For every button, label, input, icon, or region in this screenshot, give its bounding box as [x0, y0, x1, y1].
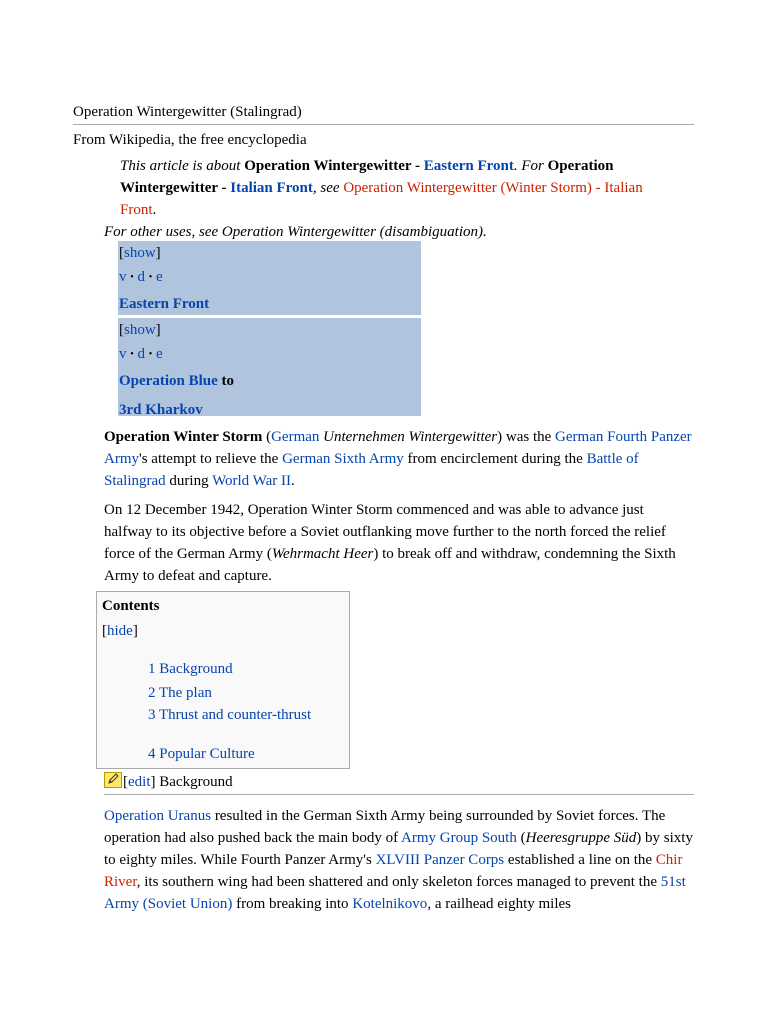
second-paragraph — [104, 499, 694, 587]
hatnote-text: , see — [312, 180, 344, 196]
toc-hide-toggle: [hide] — [102, 623, 138, 639]
text: ) to break off and withdraw, condemning the Sixth Army to defeat and capture. — [104, 546, 676, 584]
text: resulted in the German Sixth Army being surrounded by Soviet forces. The operation had also pushed back the main body of — [104, 808, 666, 846]
link-kotelnikovo[interactable]: Kotelnikovo — [352, 896, 428, 912]
toc-item-thrust[interactable]: 3 Thrust and counter-thrust — [148, 707, 312, 723]
bullet-separator: • — [148, 272, 153, 283]
toc-item-background[interactable]: 1 Background — [148, 661, 233, 677]
navbox-eastern-front — [118, 241, 421, 315]
italic-text: Unternehmen Wintergewitter — [323, 429, 498, 445]
intro-bold: Operation Winter Storm — [104, 429, 263, 445]
hatnote-bold: Operation Wintergewitter — [244, 158, 412, 174]
italic-text: Wehrmacht Heer — [271, 546, 374, 562]
navbox-view-link[interactable]: v — [119, 269, 127, 285]
bullet-separator: • — [130, 349, 134, 360]
navbox-title-row — [119, 292, 421, 316]
disambiguation-note — [104, 222, 487, 242]
navbox-title-text: to — [217, 373, 235, 389]
navbox-show-row: [show] — [119, 245, 161, 261]
navbox-title-row-2 — [119, 398, 421, 422]
navbox-show-link[interactable]: show — [124, 245, 156, 261]
link-operation-uranus[interactable]: Operation Uranus — [104, 808, 212, 824]
link-battle-of-stalingrad[interactable]: Battle of Stalingrad — [104, 451, 639, 489]
disambiguation-text: For other uses, see Operation Wintergewitter (disambiguation). — [104, 224, 487, 240]
navbox-title-row — [119, 369, 421, 393]
text: ) was the — [497, 429, 556, 445]
table-of-contents — [96, 591, 350, 769]
edit-pencil-icon[interactable] — [104, 772, 122, 788]
bullet-separator: • — [130, 272, 134, 283]
navbox-view-link[interactable]: v — [119, 346, 127, 362]
navbox-show-row: [show] — [119, 322, 161, 338]
link-world-war-ii[interactable]: World War II — [212, 473, 292, 489]
navbox-discuss-link[interactable]: d — [137, 346, 146, 362]
page-title: Operation Wintergewitter (Stalingrad) — [73, 103, 694, 125]
link-51st-army[interactable]: 51st Army (Soviet Union) — [104, 874, 686, 912]
toc-item-the-plan[interactable]: 2 The plan — [148, 685, 212, 701]
link-operation-blue[interactable]: Operation Blue — [119, 373, 218, 389]
link-army-group-south[interactable]: Army Group South — [401, 830, 517, 846]
text: . — [291, 473, 295, 489]
redlink-chir-river[interactable]: Chir River — [104, 852, 683, 890]
text: established a line on the — [504, 852, 656, 868]
toc-hide-link[interactable]: hide — [107, 623, 133, 639]
link-german[interactable]: German — [271, 429, 320, 445]
section-edit-link[interactable]: edit — [128, 774, 151, 790]
text: ( — [262, 429, 272, 445]
link-italian-front[interactable]: Italian Front — [230, 180, 313, 196]
text: 's attempt to relieve the — [139, 451, 283, 467]
navbox-edit-link[interactable]: e — [156, 346, 163, 362]
link-german-sixth-army[interactable]: German Sixth Army — [282, 451, 404, 467]
hatnote-dash: - — [217, 180, 231, 196]
text: from encirclement during the — [403, 451, 587, 467]
text: On 12 December 1942, Operation Winter Storm commenced and was able to advance just halfway to its objective before a Soviet outflanking move further to the north forced the relief force of the German Army ( — [104, 502, 666, 562]
hatnote-dash: - — [411, 158, 424, 174]
navbox-edit-link[interactable]: e — [156, 269, 163, 285]
link-eastern-front[interactable]: Eastern Front — [423, 158, 514, 174]
hatnote — [120, 155, 680, 221]
redlink-winter-storm-italian-front[interactable]: Operation Wintergewitter (Winter Storm) - Italian Front — [120, 180, 643, 218]
toc-item-popular-culture[interactable]: 4 Popular Culture — [148, 746, 255, 762]
text: from breaking into — [232, 896, 353, 912]
hatnote-text: . — [152, 202, 157, 218]
site-subtitle: From Wikipedia, the free encyclopedia — [73, 132, 307, 148]
toc-title: Contents — [102, 598, 160, 614]
navbox-title-link[interactable]: Eastern Front — [119, 296, 210, 312]
section-heading-background: [edit] Background — [104, 772, 694, 795]
text: ) by sixty to eighty miles. While Fourth Panzer Army's — [104, 830, 693, 868]
text: , a railhead eighty miles — [427, 896, 572, 912]
navbox-show-link[interactable]: show — [124, 322, 156, 338]
navbox-discuss-link[interactable]: d — [137, 269, 146, 285]
intro-paragraph — [104, 426, 694, 492]
link-german-fourth-panzer-army[interactable]: German Fourth Panzer Army — [104, 429, 692, 467]
link-xlviii-panzer-corps[interactable]: XLVIII Panzer Corps — [375, 852, 505, 868]
navbox-vde — [119, 265, 421, 290]
text: , its southern wing had been shattered and only skeleton forces managed to prevent the — [136, 874, 661, 890]
hatnote-text: This article is about — [120, 158, 245, 174]
hatnote-text: . For — [513, 158, 548, 174]
navbox-vde — [119, 342, 421, 367]
bullet-separator: • — [148, 349, 153, 360]
hatnote-bold: Operation Wintergewitter — [120, 158, 614, 196]
italic-text: Heeresgruppe Süd — [525, 830, 637, 846]
link-3rd-kharkov[interactable]: 3rd Kharkov — [119, 402, 203, 418]
background-paragraph — [104, 805, 694, 915]
navbox-operation-blue — [118, 318, 421, 416]
section-heading-text: Background — [159, 774, 233, 790]
text: ( — [516, 830, 526, 846]
text: during — [165, 473, 213, 489]
